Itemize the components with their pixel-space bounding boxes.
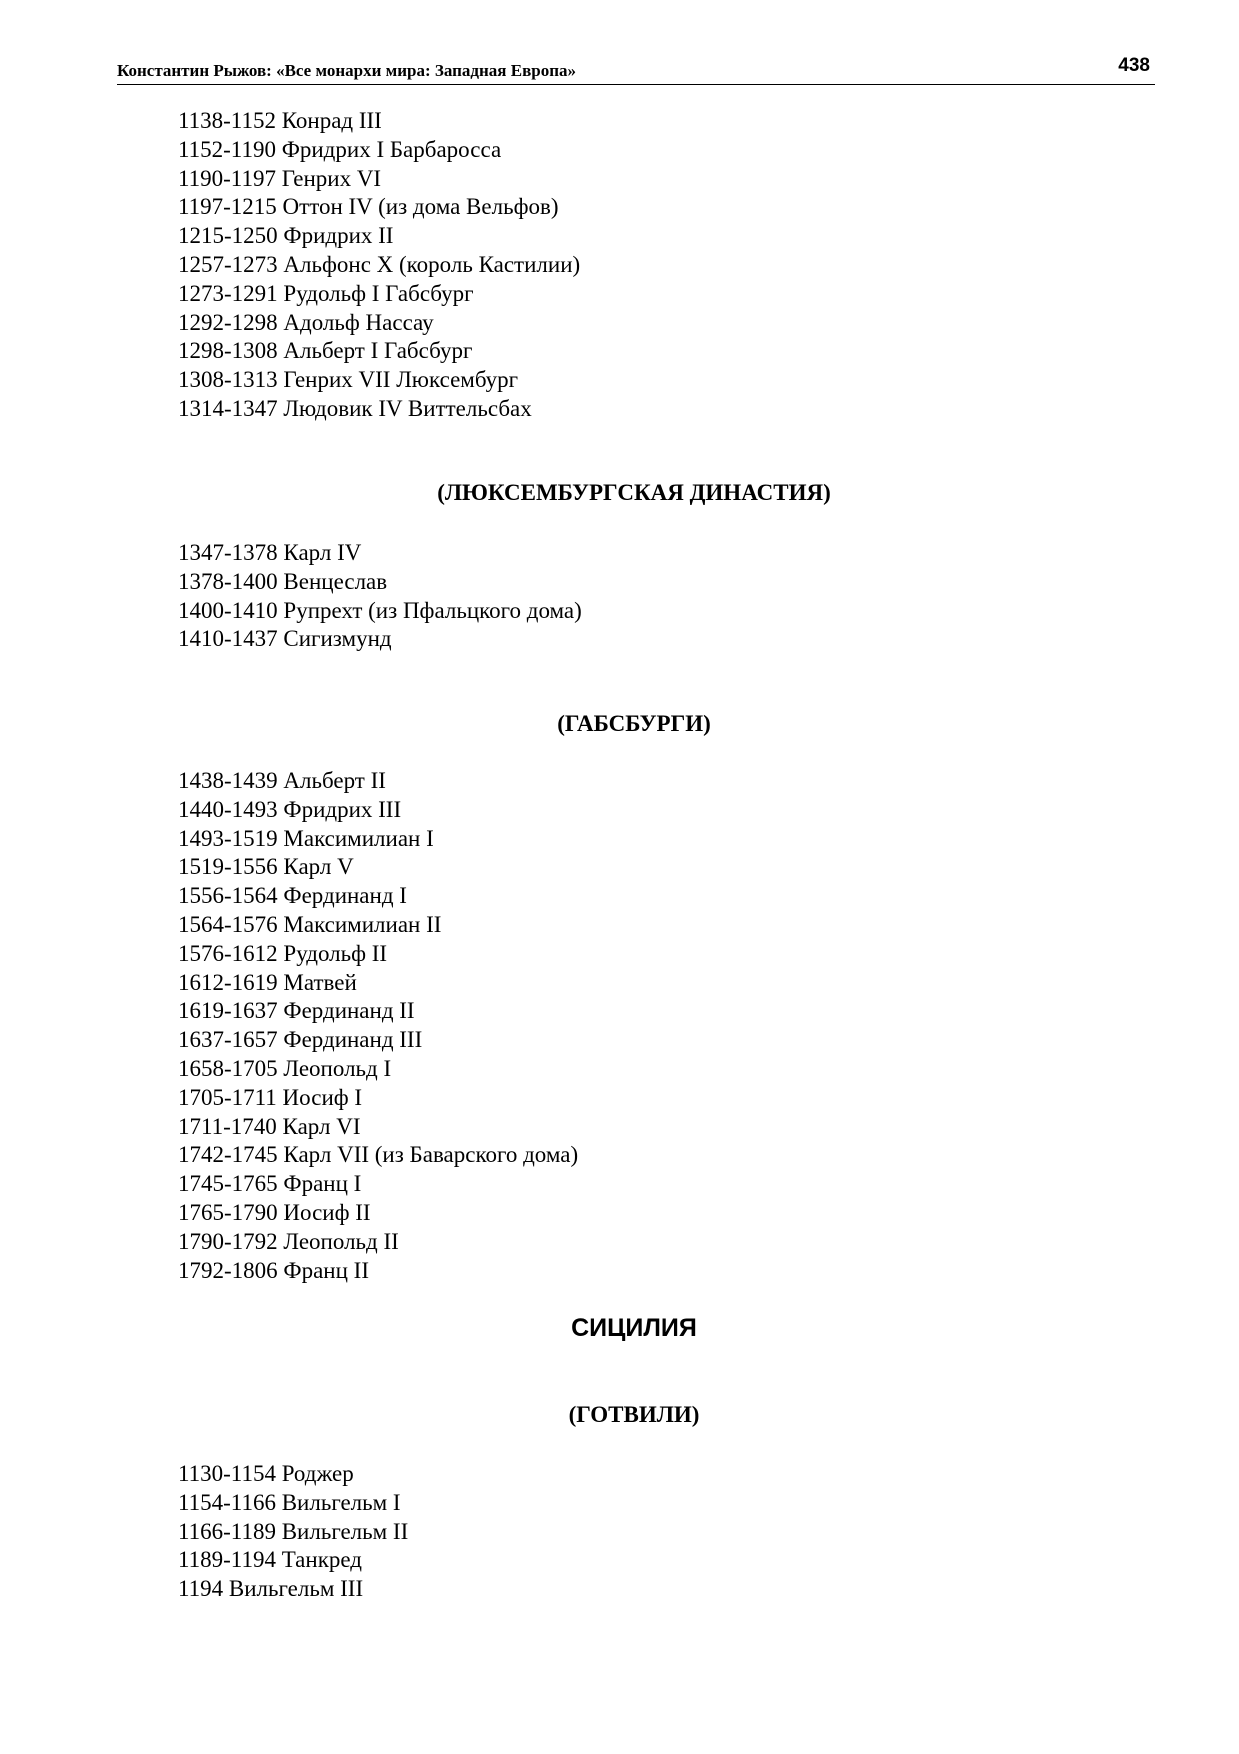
list-item: 1194 Вильгельм III xyxy=(178,1576,364,1602)
list-item: 1189-1194 Танкред xyxy=(178,1547,362,1573)
list-item: 1619-1637 Фердинанд II xyxy=(178,998,415,1024)
list-item: 1564-1576 Максимилиан II xyxy=(178,911,442,937)
list-item: 1637-1657 Фердинанд III xyxy=(178,1027,423,1053)
list-item: 1658-1705 Леопольд I xyxy=(178,1055,392,1081)
list-item: 1314-1347 Людовик IV Виттельсбах xyxy=(178,395,532,421)
list-item: 1792-1806 Франц II xyxy=(178,1257,369,1283)
monarch-list-luxembourg xyxy=(178,539,582,654)
list-item: 1711-1740 Карл VI xyxy=(178,1113,361,1139)
list-item: 1438-1439 Альберт II xyxy=(178,768,386,793)
list-item: 1493-1519 Максимилиан I xyxy=(178,825,434,851)
list-item: 1410-1437 Сигизмунд xyxy=(178,626,392,652)
running-title: Константин Рыжов: «Все монархи мира: Западная Европа» xyxy=(117,61,577,80)
list-item: 1308-1313 Генрих VII Люксембург xyxy=(178,367,519,393)
page-number: 438 xyxy=(1118,55,1150,76)
list-item: 1790-1792 Леопольд II xyxy=(178,1228,399,1254)
list-item: 1742-1745 Карл VII (из Баварского дома) xyxy=(178,1142,579,1168)
section-heading-luxembourg: (ЛЮКСЕМБУРГСКАЯ ДИНАСТИЯ) xyxy=(437,480,831,505)
list-item: 1292-1298 Адольф Нассау xyxy=(178,309,434,335)
list-item: 1378-1400 Венцеслав xyxy=(178,568,388,594)
list-item: 1273-1291 Рудольф I Габсбург xyxy=(178,280,474,306)
list-item: 1166-1189 Вильгельм II xyxy=(178,1518,409,1544)
section-heading-hauteville: (ГОТВИЛИ) xyxy=(568,1402,700,1427)
monarch-list-top xyxy=(178,107,580,424)
list-item: 1576-1612 Рудольф II xyxy=(178,940,388,966)
page-header xyxy=(117,54,1155,85)
list-item: 1347-1378 Карл IV xyxy=(178,540,362,565)
monarch-list-habsburg xyxy=(178,767,578,1285)
list-item: 1190-1197 Генрих VI xyxy=(178,165,382,191)
list-item: 1130-1154 Роджер xyxy=(178,1461,354,1486)
monarch-list-hauteville xyxy=(178,1460,408,1604)
list-item: 1612-1619 Матвей xyxy=(178,969,357,995)
list-item: 1152-1190 Фридрих I Барбаросса xyxy=(178,136,502,162)
list-item: 1765-1790 Иосиф II xyxy=(178,1199,371,1225)
section-heading-habsburg: (ГАБСБУРГИ) xyxy=(557,711,711,736)
list-item: 1215-1250 Фридрих II xyxy=(178,223,394,249)
list-item: 1440-1493 Фридрих III xyxy=(178,796,402,822)
list-item: 1519-1556 Карл V xyxy=(178,854,354,880)
list-item: 1197-1215 Оттон IV (из дома Вельфов) xyxy=(178,194,559,220)
list-item: 1556-1564 Фердинанд I xyxy=(178,883,407,909)
list-item: 1705-1711 Иосиф I xyxy=(178,1084,363,1110)
list-item: 1745-1765 Франц I xyxy=(178,1171,362,1197)
list-item: 1138-1152 Конрад III xyxy=(178,108,382,133)
list-item: 1257-1273 Альфонс X (король Кастилии) xyxy=(178,251,581,277)
list-item: 1298-1308 Альберт I Габсбург xyxy=(178,338,473,364)
country-heading: СИЦИЛИЯ xyxy=(571,1314,697,1342)
list-item: 1400-1410 Рупрехт (из Пфальцкого дома) xyxy=(178,597,582,623)
list-item: 1154-1166 Вильгельм I xyxy=(178,1489,401,1515)
